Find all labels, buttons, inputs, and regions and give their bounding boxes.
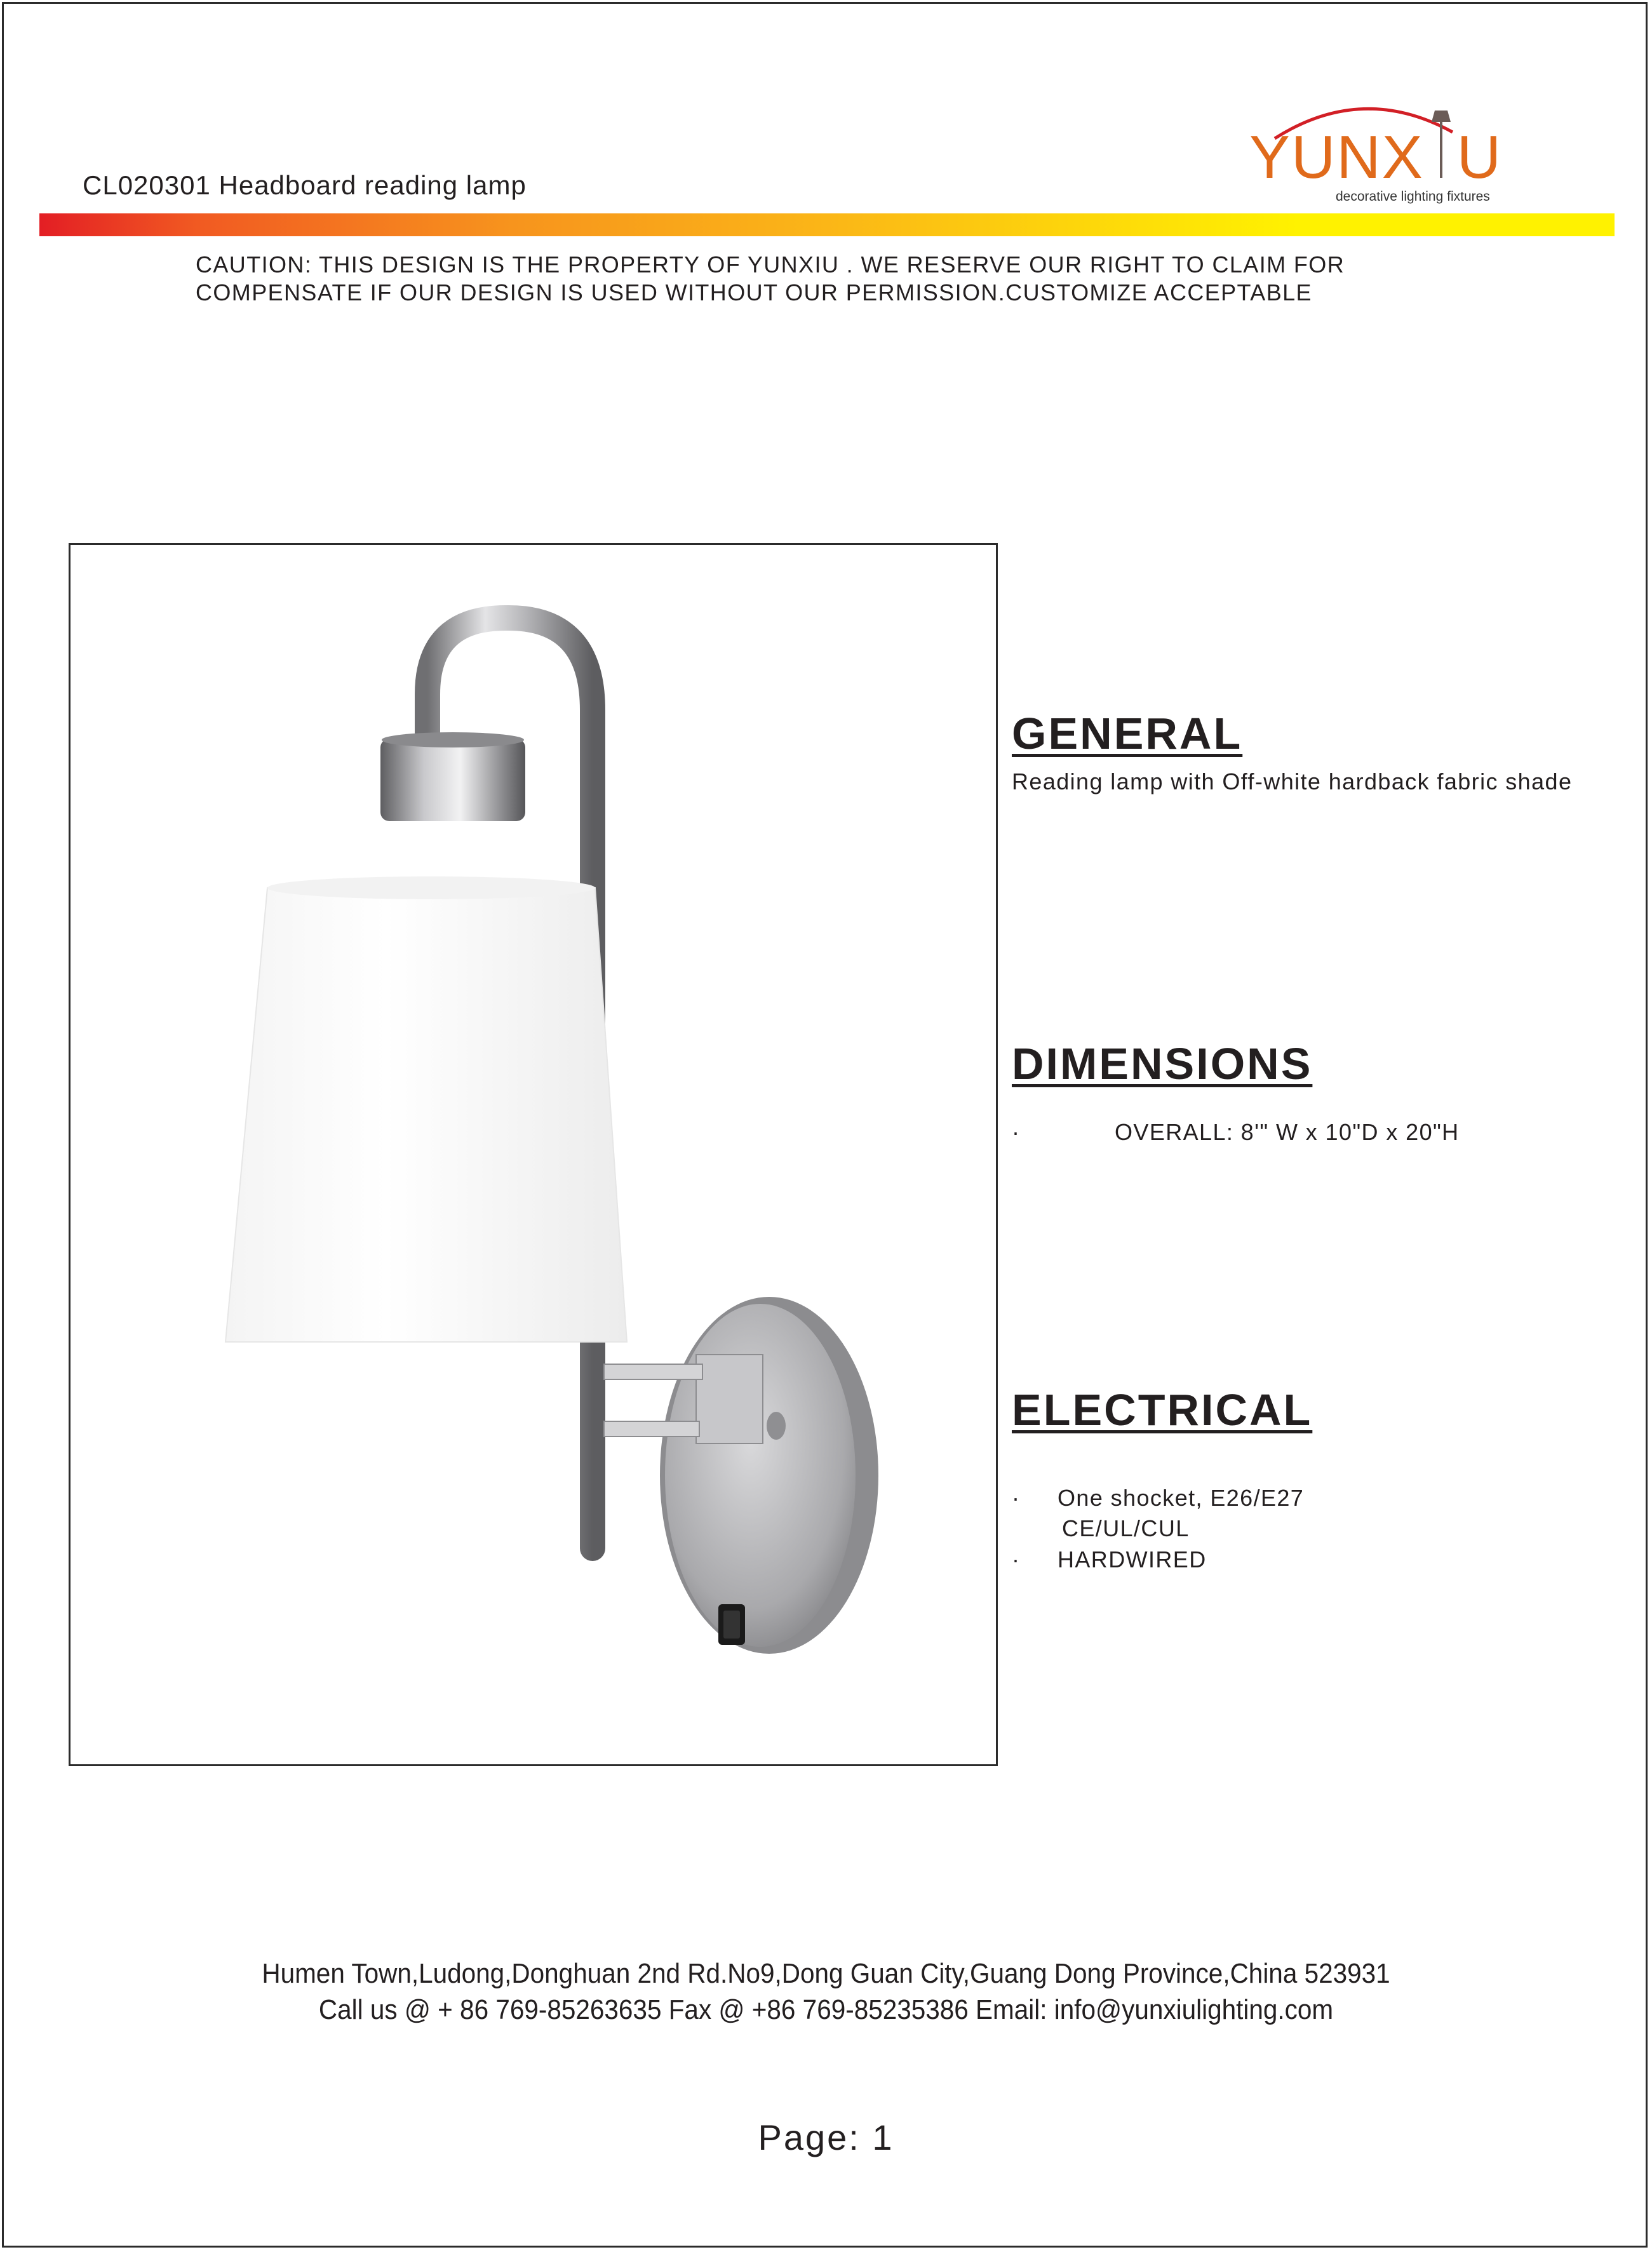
electrical-certification: CE/UL/CUL	[1062, 1515, 1190, 1541]
lamp-shade	[225, 876, 627, 1342]
electrical-bullet-1: ·	[1012, 1485, 1019, 1511]
caution-notice	[196, 251, 1345, 307]
caution-line-1: CAUTION: THIS DESIGN IS THE PROPERTY OF YUNXIU . WE RESERVE OUR RIGHT TO CLAIM FOR	[196, 251, 1345, 278]
socket-cap	[380, 732, 525, 821]
footer-contact: Call us @ + 86 769-85263635 Fax @ +86 769-85235386 Email: info@yunxiulighting.com	[318, 1994, 1334, 2025]
product-photo	[69, 543, 998, 1766]
electrical-hardwired: HARDWIRED	[1058, 1546, 1207, 1572]
wall-plate	[660, 1297, 878, 1654]
footer-address: Humen Town,Ludong,Donghuan 2nd Rd.No9,Dong Guan City,Guang Dong Province,China 523931	[262, 1958, 1390, 1989]
dimensions-heading: DIMENSIONS	[1012, 1039, 1313, 1089]
general-heading: GENERAL	[1012, 709, 1243, 758]
electrical-socket: One shocket, E26/E27	[1058, 1485, 1305, 1511]
product-title: CL020301 Headboard reading lamp	[83, 170, 527, 200]
logo-brand-text: YUNX U	[1249, 123, 1503, 191]
header-gradient-bar	[39, 213, 1615, 236]
general-description: Reading lamp with Off-white hardback fabric shade	[1012, 768, 1573, 794]
page-number: Page: 1	[758, 2117, 894, 2157]
yunxiu-logo	[1242, 89, 1508, 216]
logo-tagline: decorative lighting fixtures	[1336, 189, 1490, 204]
rocker-switch	[718, 1604, 745, 1645]
dimensions-overall: OVERALL: 8'" W x 10"D x 20"H	[1115, 1119, 1460, 1145]
logo-lamp-icon	[1432, 111, 1451, 178]
dimensions-bullet-1: ·	[1012, 1119, 1019, 1145]
electrical-bullet-2: ·	[1012, 1546, 1019, 1572]
caution-line-2: COMPENSATE IF OUR DESIGN IS USED WITHOUT OUR PERMISSION.CUSTOMIZE ACCEPTABLE	[196, 279, 1312, 305]
electrical-heading: ELECTRICAL	[1012, 1385, 1313, 1435]
